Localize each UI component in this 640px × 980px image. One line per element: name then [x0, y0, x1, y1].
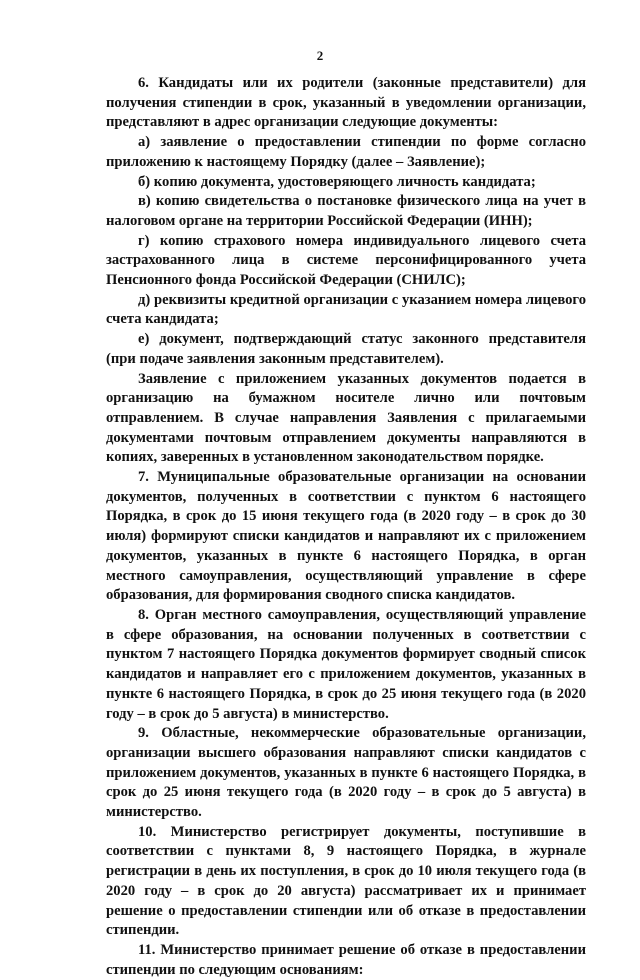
paragraph-10: 10. Министерство регистрирует документы, поступившие в соответствии с пунктами 8, 9 настоящего Порядка, в журнале регистрации в день их поступления, в срок до 10 июля текущего года (в 2020 году – в срок до 20 августа) рассматривает их и принимает решение о предоставлении стипендии или об отказе в предоставлении стипендии. — [106, 823, 586, 939]
item-d: д) реквизиты кредитной организации с указанием номера лицевого счета кандидата; — [106, 291, 586, 328]
item-e: е) документ, подтверждающий статус законного представителя (при подаче заявления законным представителем). — [106, 331, 586, 367]
document-body — [106, 74, 586, 980]
paragraph-8: 8. Орган местного самоуправления, осуществляющий управление в сфере образования, на основании полученных в соответствии с пунктом 7 настоящего Порядка документов формирует сводный список кандидатов и направляет его с приложением документов, указанных в пункте 6 настоящего Порядка, в срок до 25 июня текущего года (в 2020 году – в срок до 5 августа) в министерство. — [106, 606, 586, 722]
item-a: а) заявление о предоставлении стипендии по форме согласно приложению к настоящему Порядку (далее – Заявление); — [106, 134, 586, 170]
paragraph-7: 7. Муниципальные образовательные организации на основании документов, полученных в соответствии с пунктом 6 настоящего Порядка, в срок до 15 июня текущего года (в 2020 году – в срок до 30 июля) формируют списки кандидатов и направляют их с приложением документов, указанных в пункте 6 настоящего Порядка, в орган местного самоуправления, осуществляющий управление в сфере образования, для формирования сводного списка кандидатов. — [106, 469, 586, 604]
paragraph-9: 9. Областные, некоммерческие образовательные организации, организации высшего образования направляют списки кандидатов с приложением документов, указанных в пункте 6 настоящего Порядка, в срок до 25 июня текущего года (в 2020 году – в срок до 5 августа) в министерство. — [106, 725, 586, 821]
paragraph-11: 11. Министерство принимает решение об отказе в предоставлении стипендии по следующим основаниям: — [106, 941, 586, 978]
item-v: в) копию свидетельства о постановке физического лица на учет в налоговом органе на территории Российской Федерации (ИНН); — [106, 193, 586, 229]
item-b: б) копию документа, удостоверяющего личность кандидата; — [138, 173, 536, 190]
item-g: г) копию страхового номера индивидуального лицевого счета застрахованного лица в системе персонифицированного учета Пенсионного фонда Российской Федерации (СНИЛС); — [106, 232, 586, 289]
page-number: 2 — [316, 48, 324, 63]
paragraph-6: 6. Кандидаты или их родители (законные представители) для получения стипендии в срок, указанный в уведомлении организации, представляют в адрес организации следующие документы: — [106, 75, 586, 131]
application-submission-paragraph: Заявление с приложением указанных документов подается в организацию на бумажном носителе лично или почтовым отправлением. В случае направления Заявления с прилагаемыми документами почтовым отправлением документы направляются в копиях, заверенных в установленном законодательством порядке. — [106, 370, 586, 466]
